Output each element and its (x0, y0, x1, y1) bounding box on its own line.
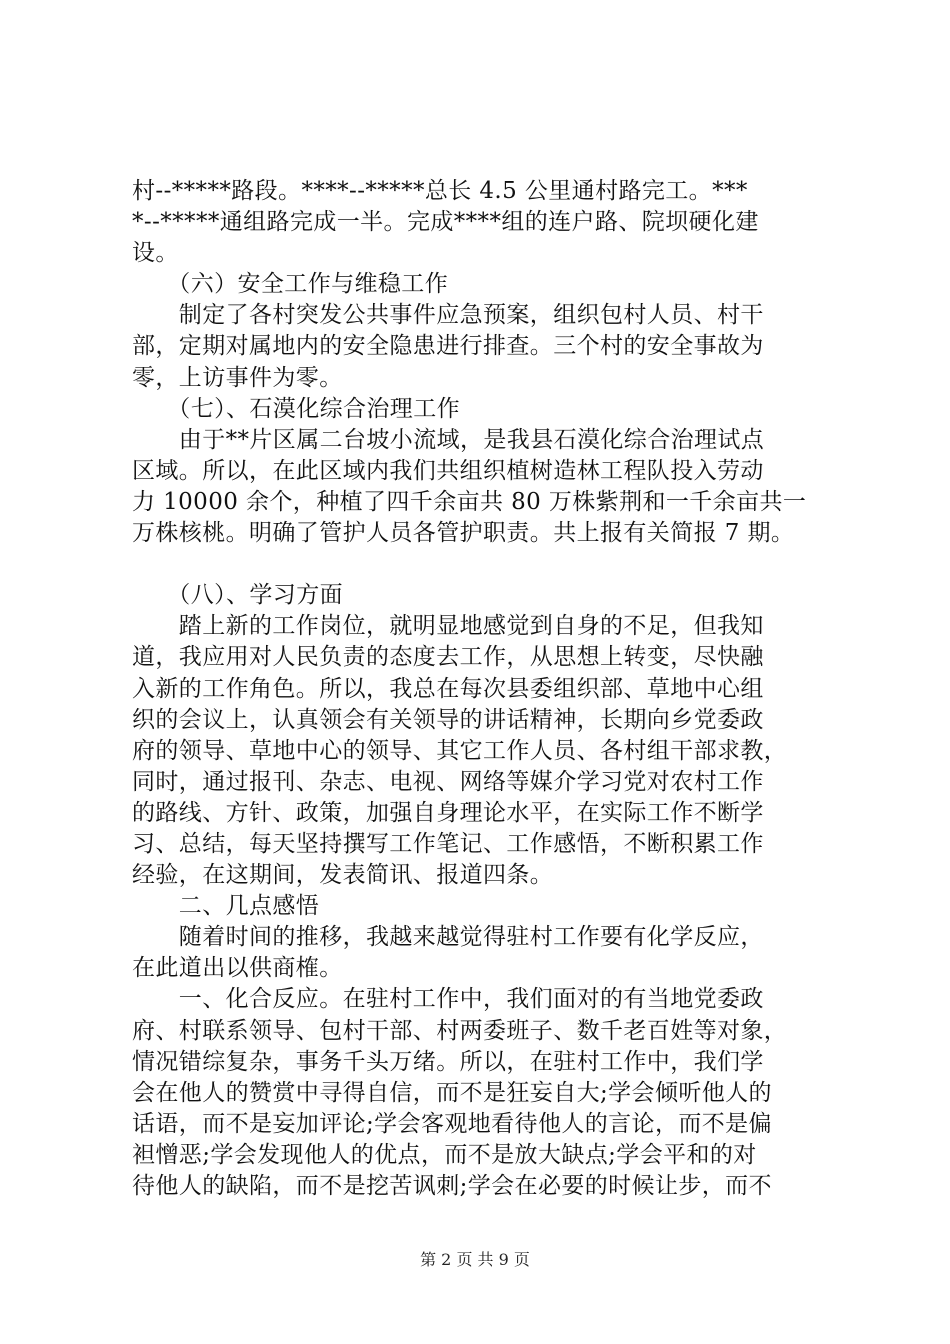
text-line: 待他人的缺陷，而不是挖苦讽刺;学会在必要的时候让步，而不 (132, 1173, 772, 1199)
text-line: 零，上访事件为零。 (132, 364, 343, 391)
text-line: 区域。所以，在此区域内我们共组织植树造林工程队投入劳动 (132, 457, 764, 484)
text-line: 府、村联系领导、包村干部、村两委班子、数千老百姓等对象， (132, 1017, 788, 1044)
text-line: 道，我应用对人民负责的态度去工作，从思想上转变，尽快融 (132, 644, 764, 671)
text-line: 经验，在这期间，发表简讯、报道四条。 (132, 862, 554, 889)
text-line: 会在他人的赞赏中寻得自信，而不是狂妄自大;学会倾听他人的 (132, 1079, 772, 1106)
text-line: 入新的工作角色。所以，我总在每次县委组织部、草地中心组 (132, 675, 764, 702)
document-body (132, 176, 832, 1202)
text-line: 的路线、方针、政策，加强自身理论水平，在实际工作不断学 (132, 799, 764, 826)
text-line: （八）、学习方面 (132, 582, 343, 609)
text-line: 由于**片区属二台坡小流域，是我县石漠化综合治理试点 (132, 426, 765, 453)
text-line: 部，定期对属地内的安全隐患进行排查。三个村的安全事故为 (132, 333, 764, 360)
text-line: （六）安全工作与维稳工作 (132, 271, 449, 298)
blank-line (132, 549, 832, 580)
text-line: 话语，而不是妄加评论;学会客观地看待他人的言论，而不是偏 (132, 1110, 772, 1137)
text-line: （七）、石漠化综合治理工作 (132, 395, 460, 422)
page-footer: 第 2 页 共 9 页 (420, 1250, 530, 1269)
text-line: 情况错综复杂，事务千头万绪。所以，在驻村工作中，我们学 (132, 1048, 764, 1075)
text-line: 同时，通过报刊、杂志、电视、网络等媒介学习党对农村工作 (132, 768, 764, 795)
text-line: 府的领导、草地中心的领导、其它工作人员、各村组干部求教， (132, 737, 788, 764)
text-line: 万株核桃。明确了管护人员各管护职责。共上报有关简报 7 期。 (132, 520, 795, 547)
text-line: 设。 (132, 240, 179, 267)
text-line: 踏上新的工作岗位，就明显地感觉到自身的不足，但我知 (132, 613, 764, 640)
text-line: 在此道出以供商榷。 (132, 955, 343, 982)
text-line: 袒憎恶;学会发现他人的优点，而不是放大缺点;学会平和的对 (132, 1141, 757, 1168)
text-line: 随着时间的推移，我越来越觉得驻村工作要有化学反应， (132, 924, 764, 951)
text-line: 制定了各村突发公共事件应急预案，组织包村人员、村干 (132, 302, 764, 329)
text-line: 力 10000 余个，种植了四千余亩共 80 万株紫荆和一千余亩共一 (132, 488, 807, 515)
text-line: 村--*****路段。****--*****总长 4.5 公里通村路完工。*** (132, 178, 748, 204)
text-line: 织的会议上，认真领会有关领导的讲话精神，长期向乡党委政 (132, 706, 764, 733)
text-line: 一、化合反应。在驻村工作中，我们面对的有当地党委政 (132, 986, 764, 1013)
text-line: 二、几点感悟 (132, 893, 320, 920)
text-line: *--*****通组路完成一半。完成****组的连户路、院坝硬化建 (132, 209, 759, 236)
text-line: 习、总结，每天坚持撰写工作笔记、工作感悟，不断积累工作 (132, 830, 764, 857)
